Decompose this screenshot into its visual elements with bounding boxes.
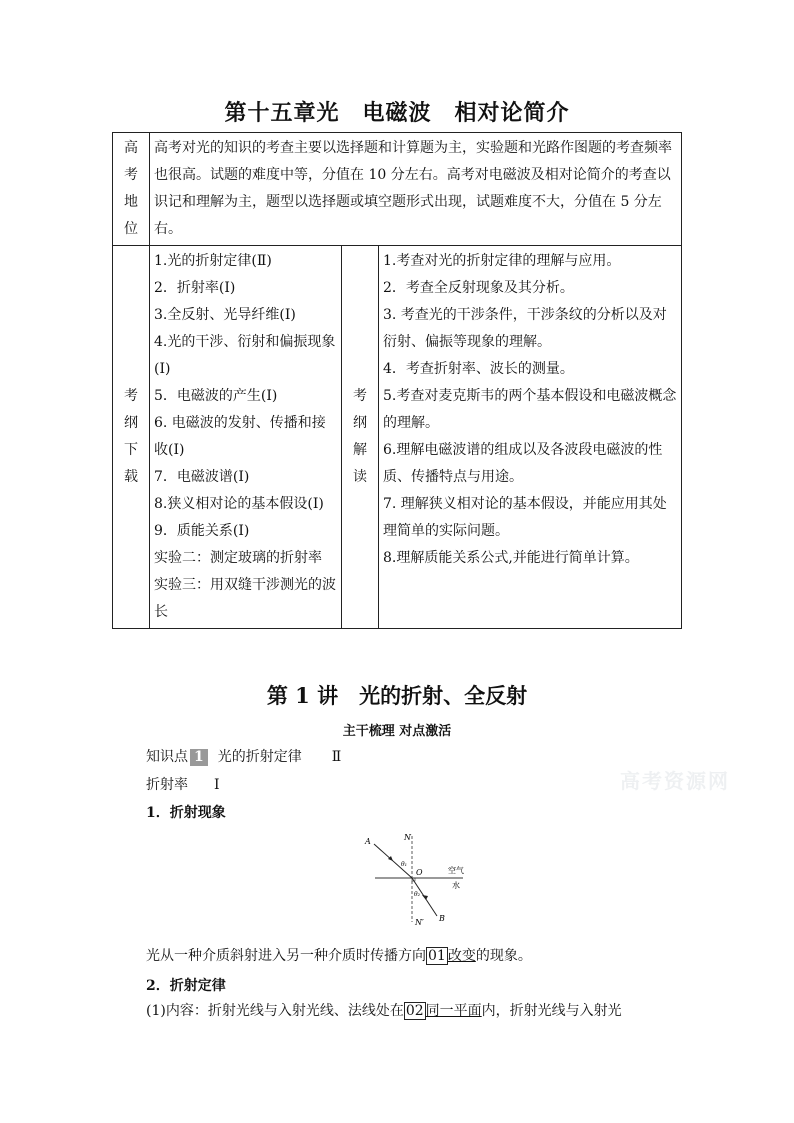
list-item: 6.理解电磁波谱的组成以及各波段电磁波的性质、传播特点与用途。 (383, 442, 663, 485)
section-subtitle: 主干梳理 对点激活 (342, 724, 452, 739)
label-a: A (365, 837, 371, 846)
list-item: 实验三：用双缝干涉测光的波长 (154, 577, 336, 620)
label-theta2: θ₂ (414, 891, 421, 898)
refraction-rate-grade: Ⅰ (214, 777, 220, 793)
table-row (113, 133, 682, 246)
list-item: 1.光的折射定律(Ⅱ) (154, 253, 272, 269)
label-air: 空气 (448, 866, 464, 875)
refraction-diagram (360, 828, 470, 928)
label-o: O (416, 868, 423, 877)
knowledge-point-title: 光的折射定律 (217, 749, 302, 765)
table-row (113, 246, 682, 629)
heading-refraction-phenomenon: 1．折射现象 (146, 805, 226, 821)
list-item: 1.考查对光的折射定律的理解与应用。 (383, 253, 621, 269)
list-item: 3. 考查光的干涉条件，干涉条纹的分析以及对衍射、偏振等现象的理解。 (383, 307, 667, 350)
knowledge-point (146, 746, 341, 766)
list-item: 8.理解质能关系公式,并能进行简单计算。 (383, 550, 639, 566)
label-b: B (439, 914, 445, 923)
position-text: 高考对光的知识的考查主要以选择题和计算题为主，实验题和光路作图题的考查频率也很高。试题的难度中等，分值在 10 分左右。高考对电磁波及相对论简介的考查以识记和理解为主，题型以选择题或填空题形式出现，试题难度不大，分值在 5 分左右。 (150, 133, 682, 246)
chapter-title: 第十五章光 电磁波 相对论简介 (224, 100, 570, 126)
list-item: 2．考查全反射现象及其分析。 (383, 280, 574, 296)
blank-answer: 同一平面 (425, 1003, 482, 1019)
paragraph-refraction-law: (1)内容：折射光线与入射光线、法线处在 02 同一平面内，折射光线与入射光 (146, 1003, 622, 1019)
blank-answer: 改变 (447, 948, 476, 964)
position-label: 高 考 地 位 (113, 133, 150, 246)
list-item: 5．电磁波的产生(Ⅰ) (154, 388, 278, 404)
knowledge-point-number: 1 (190, 749, 208, 766)
list-item: 4．考查折射率、波长的测量。 (383, 361, 574, 377)
lesson-title: 第 1 讲 光的折射、全反射 (266, 683, 528, 708)
list-item: 3.全反射、光导纤维(Ⅰ) (154, 307, 296, 323)
knowledge-point-grade: Ⅱ (331, 749, 342, 765)
list-item: 7．电磁波谱(Ⅰ) (154, 469, 250, 485)
list-item: 6. 电磁波的发射、传播和接收(Ⅰ) (154, 415, 326, 458)
label-water: 水 (452, 881, 460, 890)
list-item: 7. 理解狭义相对论的基本假设，并能应用其处理简单的实际问题。 (383, 496, 667, 539)
refracted-arrow (422, 895, 428, 900)
label-n-prime: N′ (415, 918, 424, 927)
watermark: 高考资源网 (620, 769, 730, 793)
list-item: 9．质能关系(Ⅰ) (154, 523, 250, 539)
list-item: 4.光的干涉、衍射和偏振现象(Ⅰ) (154, 334, 336, 377)
refraction-rate-title: 折射率 (146, 777, 188, 793)
heading-refraction-law: 2．折射定律 (146, 978, 226, 994)
paragraph-refraction-phenomenon: 光从一种介质斜射进入另一种介质时传播方向 01 改变的现象。 (146, 948, 532, 964)
list-item: 5.考查对麦克斯韦的两个基本假设和电磁波概念的理解。 (383, 388, 677, 431)
list-item: 实验二：测定玻璃的折射率 (154, 550, 322, 566)
blank-number: 02 (405, 1003, 424, 1019)
label-theta1: θ₁ (401, 861, 408, 868)
reading-label: 考 纲 解 读 (342, 246, 379, 629)
reading-list (379, 246, 682, 629)
refraction-rate-line (146, 774, 220, 794)
list-item: 2．折射率(Ⅰ) (154, 280, 236, 296)
blank-number: 01 (428, 948, 446, 964)
label-n: N (404, 833, 411, 842)
knowledge-point-prefix: 知识点 (146, 749, 188, 765)
list-item: 8.狭义相对论的基本假设(Ⅰ) (154, 496, 324, 512)
syllabus-list (150, 246, 342, 629)
overview-table (112, 132, 682, 629)
syllabus-label: 考 纲 下 载 (113, 246, 150, 629)
